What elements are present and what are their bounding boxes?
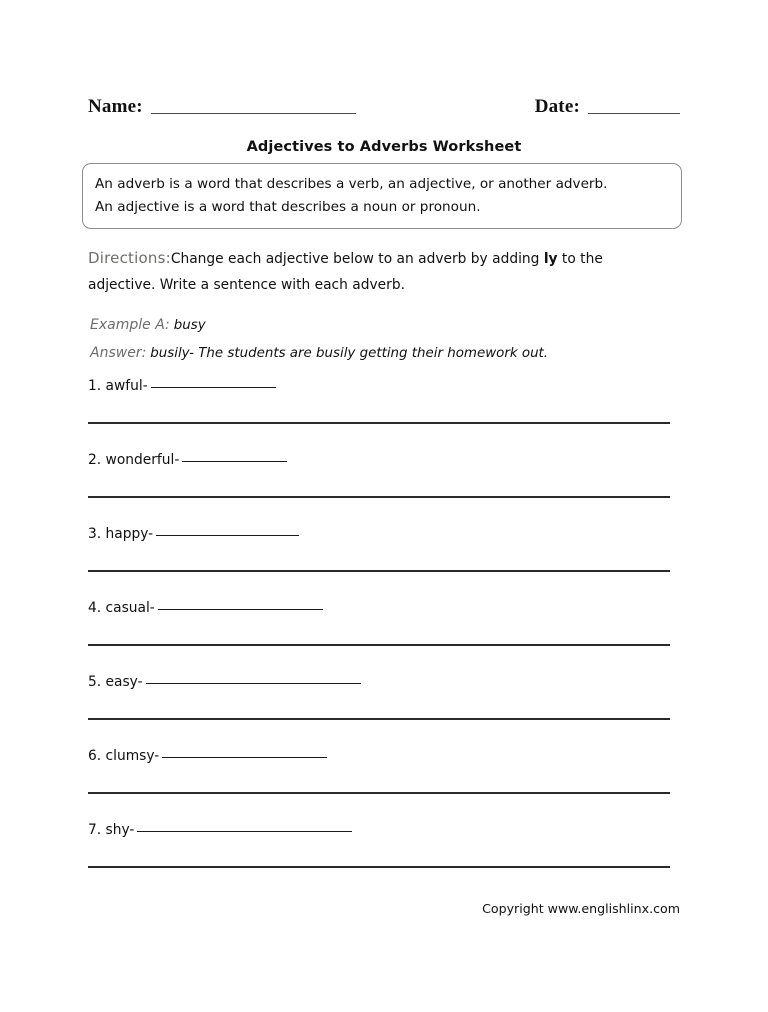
copyright-footer: Copyright www.englishlinx.com bbox=[482, 901, 680, 916]
sentence-rule-3[interactable] bbox=[88, 570, 670, 572]
question-item-4 bbox=[88, 598, 672, 646]
name-label: Name: bbox=[88, 96, 143, 117]
question-text-5: 5. easy- bbox=[88, 674, 143, 690]
question-prompt-4 bbox=[88, 598, 672, 618]
adverb-definition: An adverb is a word that describes a verb, an adjective, or another adverb. bbox=[95, 176, 608, 192]
question-text-7: 7. shy- bbox=[88, 822, 135, 838]
definition-box bbox=[82, 163, 682, 229]
question-prompt-5 bbox=[88, 672, 672, 692]
question-prompt-3 bbox=[88, 524, 672, 544]
name-write-in-line[interactable] bbox=[151, 113, 356, 114]
adjective-definition: An adjective is a word that describes a noun or pronoun. bbox=[95, 199, 481, 215]
question-item-5 bbox=[88, 672, 672, 720]
answer-blank-3[interactable] bbox=[156, 525, 299, 536]
question-prompt-2 bbox=[88, 450, 672, 470]
sentence-rule-2[interactable] bbox=[88, 496, 670, 498]
question-text-1: 1. awful- bbox=[88, 378, 148, 394]
sentence-rule-7[interactable] bbox=[88, 866, 670, 868]
question-text-2: 2. wonderful- bbox=[88, 452, 180, 468]
question-text-4: 4. casual- bbox=[88, 600, 155, 616]
question-item-6 bbox=[88, 746, 672, 794]
question-item-7 bbox=[88, 820, 672, 868]
sentence-rule-6[interactable] bbox=[88, 792, 670, 794]
example-row bbox=[90, 314, 690, 333]
answer-blank-2[interactable] bbox=[182, 451, 287, 462]
answer-blank-4[interactable] bbox=[158, 599, 323, 610]
answer-blank-5[interactable] bbox=[146, 673, 361, 684]
question-text-6: 6. clumsy- bbox=[88, 748, 160, 764]
sentence-rule-4[interactable] bbox=[88, 644, 670, 646]
student-info-row bbox=[88, 86, 680, 116]
example-label: Example A: bbox=[90, 317, 170, 333]
directions-block bbox=[88, 248, 688, 293]
question-prompt-1 bbox=[88, 376, 672, 396]
question-item-2 bbox=[88, 450, 672, 498]
question-prompt-6 bbox=[88, 746, 672, 766]
directions-suffix-ly: ly bbox=[543, 251, 558, 267]
answer-blank-1[interactable] bbox=[151, 377, 276, 388]
answer-row bbox=[90, 342, 690, 361]
question-item-3 bbox=[88, 524, 672, 572]
answer-blank-7[interactable] bbox=[137, 821, 352, 832]
sentence-rule-5[interactable] bbox=[88, 718, 670, 720]
directions-line-2: adjective. Write a sentence with each adverb. bbox=[88, 277, 405, 293]
question-prompt-7 bbox=[88, 820, 672, 840]
directions-text-before: Change each adjective below to an adverb by adding bbox=[170, 251, 544, 267]
answer-blank-6[interactable] bbox=[162, 747, 327, 758]
directions-text-after: to the bbox=[557, 251, 603, 267]
question-list bbox=[88, 376, 672, 894]
answer-label: Answer: bbox=[90, 345, 147, 361]
answer-value: busily- The students are busily getting their homework out. bbox=[150, 346, 549, 361]
example-value: busy bbox=[173, 318, 206, 333]
directions-line-1 bbox=[88, 248, 688, 267]
question-text-3: 3. happy- bbox=[88, 526, 154, 542]
example-block bbox=[90, 314, 690, 361]
question-item-1 bbox=[88, 376, 672, 424]
date-write-in-line[interactable] bbox=[588, 113, 680, 114]
page-title: Adjectives to Adverbs Worksheet bbox=[246, 139, 522, 155]
date-label: Date: bbox=[534, 96, 580, 117]
directions-label: Directions: bbox=[88, 249, 171, 267]
sentence-rule-1[interactable] bbox=[88, 422, 670, 424]
